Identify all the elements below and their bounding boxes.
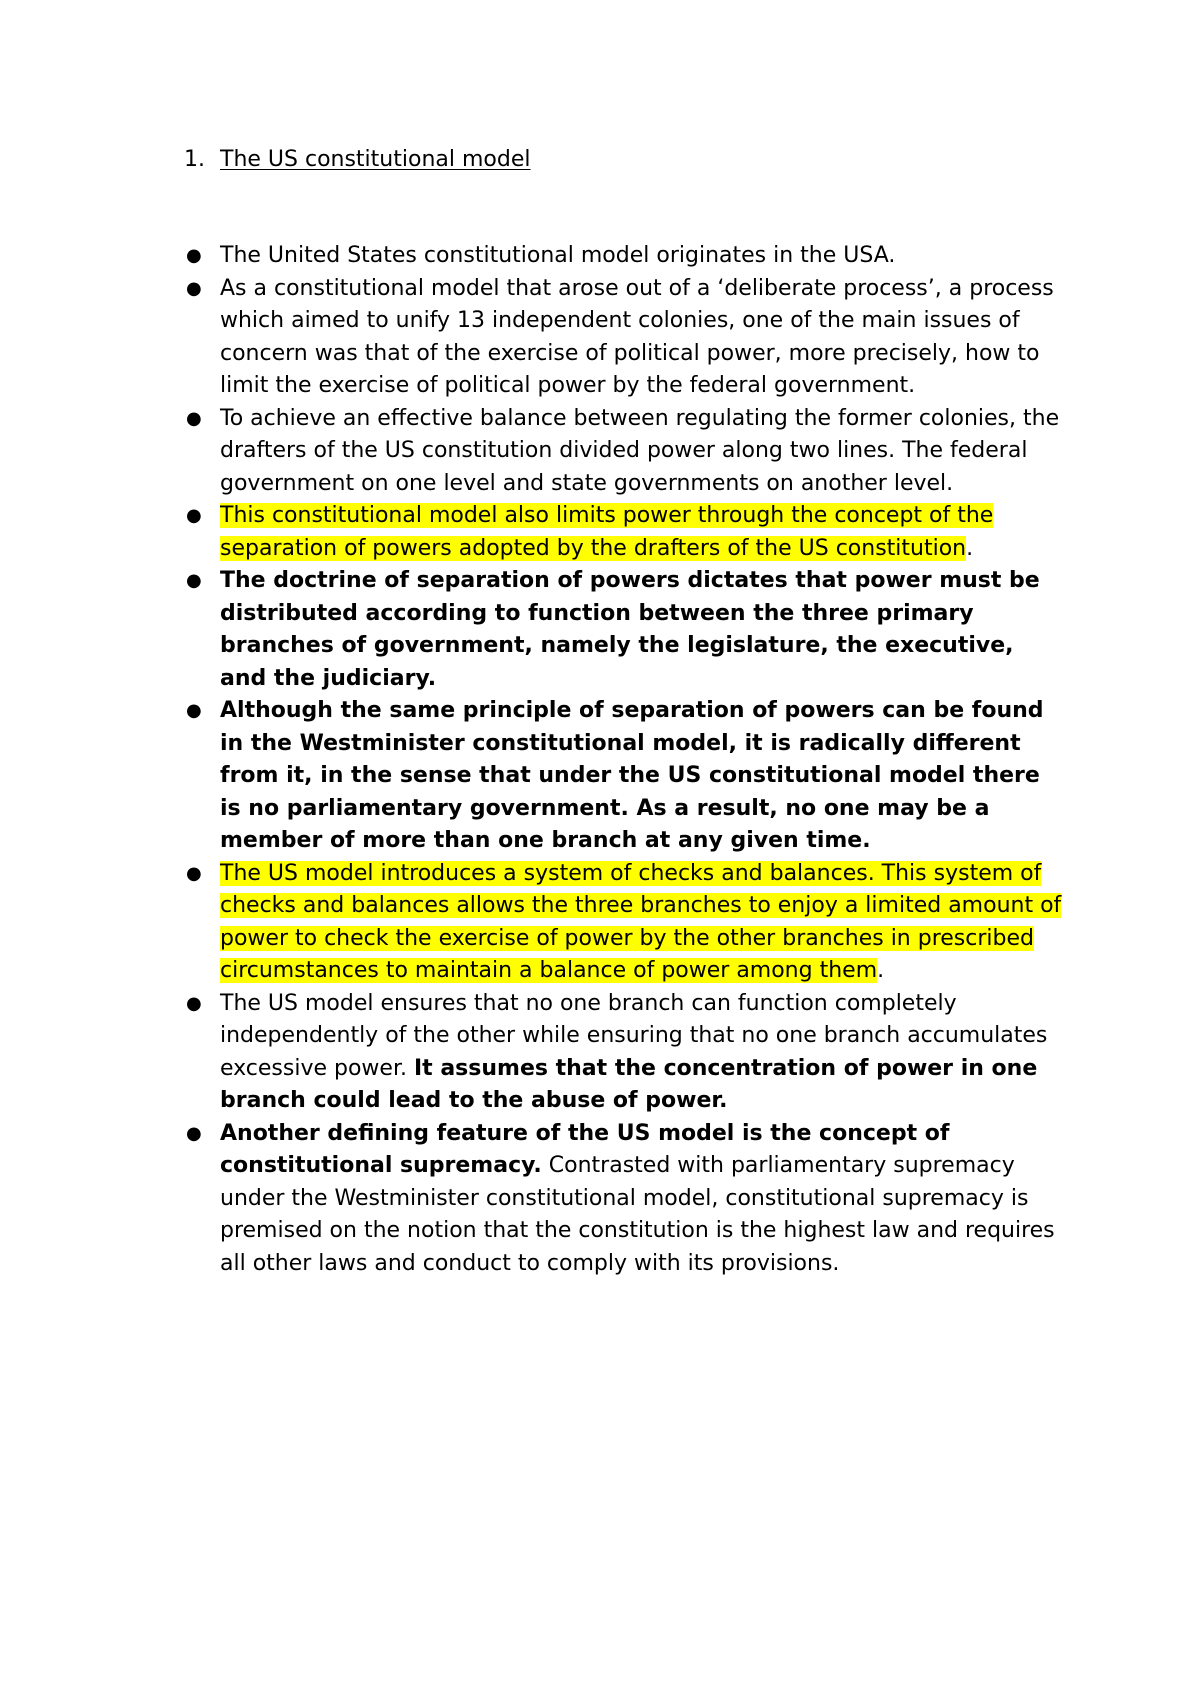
bullet-icon: ● (186, 277, 202, 299)
highlighted-text: The US model introduces a system of checks and balances. This system of checks and balances allows the three branches to enjoy a limited amount of power to check the exercise of power by the other branches in prescribed circumstances to maintain a balance of power among them (220, 860, 1062, 983)
highlighted-text: This constitutional model also limits power through the concept of the separation of powers adopted by the drafters of the US constitution (220, 503, 994, 561)
bullet-icon: ● (186, 505, 202, 526)
list-item (184, 858, 1064, 988)
bullet-list (184, 240, 1064, 1280)
bullet-text: . (877, 958, 885, 983)
bullet-text: Contrasted with parliamentary supremacy under the Westminister constitutional model, constitutional supremacy is premised on the notion that the constitution is the highest law and requires all other laws and conduct to comply with its provisions. (220, 1153, 1055, 1276)
bullet-text: To achieve an effective balance between regulating the former colonies, the drafters of the US constitution divided power along two lines. The federal government on one level and state governments on another level. (220, 405, 1060, 496)
bullet-icon: ● (186, 1122, 202, 1144)
bold-text: It assumes that the concentration of power in one branch could lead to the abuse of power. (220, 1055, 1038, 1113)
bullet-icon: ● (186, 407, 202, 429)
bullet-icon: ● (186, 245, 202, 266)
bullet-icon: ● (186, 570, 202, 591)
list-item (184, 988, 1064, 1118)
list-item (184, 273, 1064, 403)
list-item (184, 695, 1064, 858)
heading-title: The US constitutional model (220, 147, 531, 172)
heading-number: 1. (184, 147, 205, 172)
section-heading (184, 145, 530, 175)
bullet-text: As a constitutional model that arose out of a ‘deliberate process’, a process which aimed to unify 13 independent colonies, one of the main issues of concern was that of the exercise of political power, more precisely, how to limit the exercise of political power by the federal government. (220, 275, 1054, 398)
bullet-text: . (966, 535, 974, 561)
bullet-text: The United States constitutional model originates in the USA. (220, 243, 896, 268)
bold-text: Although the same principle of separation of powers can be found in the Westminister constitutional model, it is radically different from it, in the sense that under the US constitutional model there is no parliamentary government. As a result, no one may be a member of more than one branch at any given time. (220, 698, 1044, 853)
list-item (184, 1118, 1064, 1281)
bold-text: The doctrine of separation of powers dictates that power must be distributed according to function between the three primary branches of government, namely the legislature, the executive, and the judiciary. (220, 568, 1040, 691)
list-item (184, 240, 1064, 273)
bullet-icon: ● (186, 862, 202, 884)
list-item (184, 403, 1064, 501)
bullet-icon: ● (186, 700, 202, 721)
bullet-icon: ● (186, 992, 202, 1014)
bold-text: Another defining feature of the US model is the concept of constitutional supremacy. (220, 1120, 950, 1178)
list-item (184, 565, 1064, 695)
list-item (184, 500, 1064, 565)
bullet-text: The US model ensures that no one branch can function completely independently of the other while ensuring that no one branch accumulates excessive power. (220, 990, 1048, 1081)
